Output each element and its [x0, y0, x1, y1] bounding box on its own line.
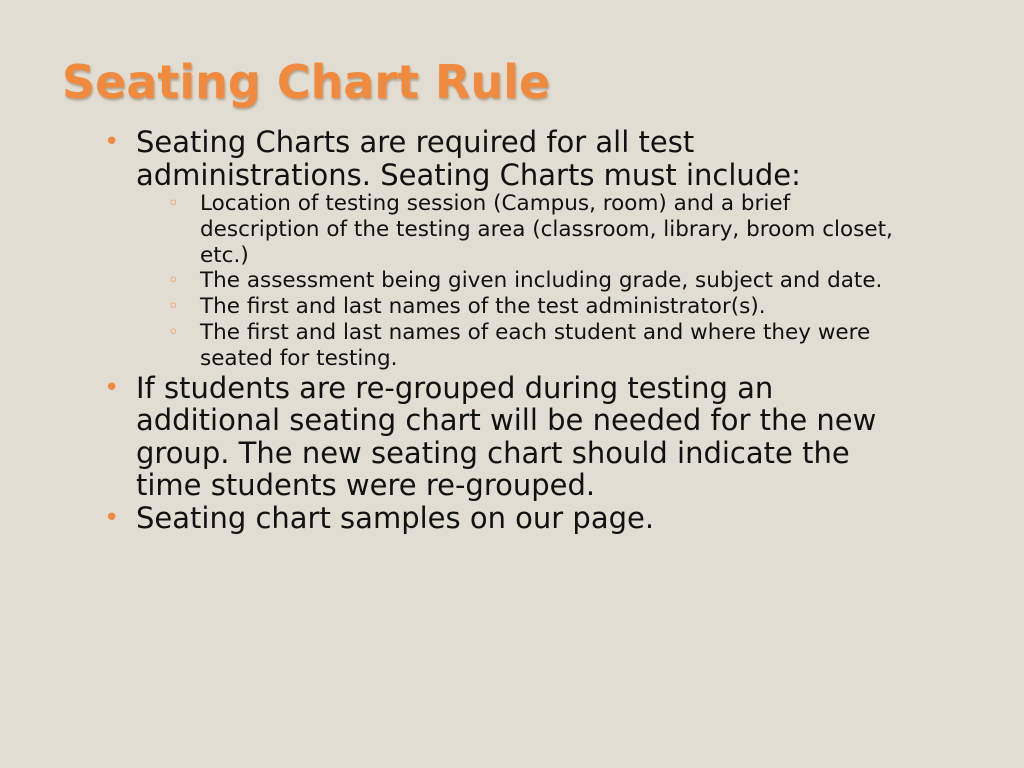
bullet-circle-icon: ◦ [168, 296, 179, 318]
bullet-circle-icon: ◦ [168, 193, 179, 214]
bullet-circle-icon: ◦ [168, 270, 179, 292]
bullet-text: If students are re-grouped during testing an additional seating chart will be needed for the new group. The new seating chart should indicate the time students were re-grouped. [136, 370, 877, 503]
sub-bullet-text: The first and last names of each student and where they were seated for testing. [200, 319, 871, 371]
bullet-dot-icon: • [104, 127, 120, 157]
sub-bullet-item [168, 320, 904, 372]
bullet-item [104, 502, 904, 535]
bullet-dot-icon: • [104, 502, 120, 533]
bullet-text: Seating Charts are required for all test administrations. Seating Charts must include: [136, 125, 801, 192]
sub-bullet-list [136, 191, 904, 372]
bullet-item [104, 372, 904, 502]
sub-bullet-text: The assessment being given including grade, subject and date. [200, 268, 883, 294]
bullet-text: Seating chart samples on our page. [136, 500, 655, 535]
bullet-circle-icon: ◦ [168, 321, 179, 343]
slide-title: Seating Chart Rule [62, 55, 551, 109]
bullet-item [104, 126, 904, 372]
bullet-list [104, 126, 904, 534]
sub-bullet-item [168, 191, 904, 268]
bullet-dot-icon: • [104, 372, 120, 403]
sub-bullet-text: The first and last names of the test administrator(s). [200, 294, 766, 320]
sub-bullet-item [168, 268, 904, 294]
sub-bullet-item [168, 294, 904, 320]
sub-bullet-text: Location of testing session (Campus, room) and a brief description of the testing area (classroom, library, broom closet, etc.) [200, 191, 893, 268]
